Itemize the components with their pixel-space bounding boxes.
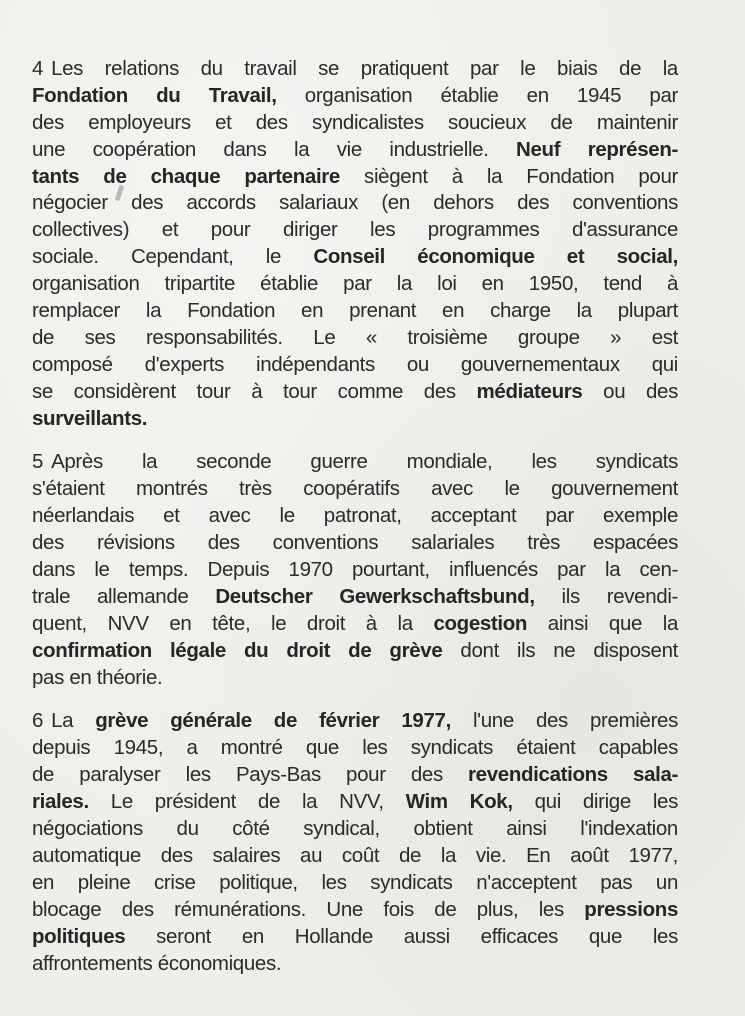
text-run: affrontements économiques. (32, 951, 282, 975)
text-line (32, 271, 678, 298)
text-line (32, 449, 678, 476)
text-run: seront en Hollande aussi efficaces que les (125, 924, 678, 948)
text-line (32, 503, 678, 530)
text-run: collectives) et pour diriger les programmes d'assurance (32, 218, 678, 242)
paragraph-6 (32, 708, 678, 977)
text-line (32, 735, 678, 762)
bold-term: riales. (32, 790, 89, 814)
text-run: ils revendi- (534, 584, 679, 608)
text-run: trale allemande (32, 584, 216, 608)
bold-term: Fondation du Travail, (32, 83, 277, 107)
text-line (32, 789, 678, 816)
text-run: dont ils ne disposent (442, 638, 678, 662)
text-line (32, 137, 678, 164)
text-line (32, 843, 678, 870)
text-run: La (51, 709, 96, 733)
paragraph-number: 6 (32, 709, 44, 733)
text-line (32, 244, 678, 271)
text-line (32, 164, 678, 191)
text-line (32, 870, 678, 897)
bold-term: confirmation légale du droit de grève (32, 638, 443, 662)
text-run: siègent à la Fondation pour (339, 164, 678, 188)
text-run: qui dirige les (512, 790, 679, 814)
text-run: se considèrent tour à tour comme des (32, 379, 477, 403)
text-run: Les relations du travail se pratiquent par le biais de la (51, 57, 678, 80)
text-line (32, 611, 678, 638)
bold-term: revendications sala- (468, 763, 678, 787)
text-run: organisation tripartite établie par la loi en 1950, tend à (32, 272, 678, 296)
text-run: néerlandais et avec le patronat, acceptant par exemple (32, 504, 678, 528)
text-line (32, 708, 678, 735)
paragraph-number: 5 (32, 450, 44, 474)
text-run: une coopération dans la vie industrielle. (32, 137, 517, 161)
text-run: s'étaient montrés très coopératifs avec le gouvernement (32, 477, 678, 501)
text-run: négociations du côté syndical, obtient ainsi l'indexation (32, 817, 678, 841)
text-run: dans le temps. Depuis 1970 pourtant, influencés par la cen- (32, 558, 678, 582)
text-run: depuis 1945, a montré que les syndicats étaient capables (32, 736, 678, 760)
text-run: des révisions des conventions salariales très espacées (32, 531, 678, 555)
paragraph-4 (32, 56, 678, 432)
text-line (32, 816, 678, 843)
text-run: en pleine crise politique, les syndicats n'acceptent pas un (32, 870, 678, 894)
text-line (32, 298, 678, 325)
text-line (32, 638, 678, 665)
text-line (32, 56, 678, 83)
text-run: blocage des rémunérations. Une fois de plus, les (32, 897, 585, 921)
text-line (32, 557, 678, 584)
text-run: ou des (582, 379, 678, 403)
text-run: des employeurs et des syndicalistes soucieux de maintenir (32, 110, 678, 134)
text-run: pas en théorie. (32, 665, 163, 689)
text-line (32, 584, 678, 611)
bold-term: pressions (584, 897, 678, 921)
text-line (32, 110, 678, 137)
text-line (32, 325, 678, 352)
text-run: de paralyser les Pays-Bas pour des (32, 763, 469, 787)
text-run: remplacer la Fondation en prenant en charge la plupart (32, 299, 678, 323)
text-run: négocier des accords salariaux (en dehors des conventions (32, 191, 678, 215)
text-run: organisation établie en 1945 par (276, 83, 678, 107)
paragraph-5 (32, 449, 678, 691)
text-line (32, 83, 678, 110)
text-run: Après la seconde guerre mondiale, les syndicats (51, 450, 678, 474)
text-line (32, 762, 678, 789)
text-line (32, 476, 678, 503)
text-line (32, 897, 678, 924)
bold-term: politiques (32, 924, 126, 948)
text-line (32, 530, 678, 557)
text-line (32, 217, 678, 244)
bold-term: médiateurs (476, 379, 583, 403)
text-run: l'une des premières (450, 709, 678, 733)
text-run: ainsi que la (527, 611, 678, 635)
text-line (32, 190, 678, 217)
text-line (32, 406, 678, 433)
text-line (32, 951, 678, 978)
bold-term: Deutscher Gewerkschaftsbund, (215, 584, 535, 608)
text-line (32, 352, 678, 379)
bold-term: Conseil économique et social, (313, 245, 678, 269)
bold-term: surveillants. (32, 406, 148, 430)
text-run: de ses responsabilités. Le « troisième groupe » est (32, 325, 678, 349)
text-line (32, 924, 678, 951)
bold-term: Wim Kok, (405, 790, 513, 814)
text-run: Le président de la NVV, (88, 790, 406, 814)
bold-term: Neuf représen- (516, 137, 678, 161)
paragraph-number: 4 (32, 57, 44, 80)
text-run: quent, NVV en tête, le droit à la (32, 611, 434, 635)
text-line (32, 665, 678, 692)
text-run: automatique des salaires au coût de la vie. En août 1977, (32, 843, 678, 867)
bold-term: grève générale de février 1977, (95, 709, 451, 733)
document-page (32, 56, 678, 994)
text-line (32, 379, 678, 406)
text-run: composé d'experts indépendants ou gouvernementaux qui (32, 352, 678, 376)
text-run: sociale. Cependant, le (32, 245, 314, 269)
bold-term: tants de chaque partenaire (32, 164, 340, 188)
bold-term: cogestion (433, 611, 528, 635)
